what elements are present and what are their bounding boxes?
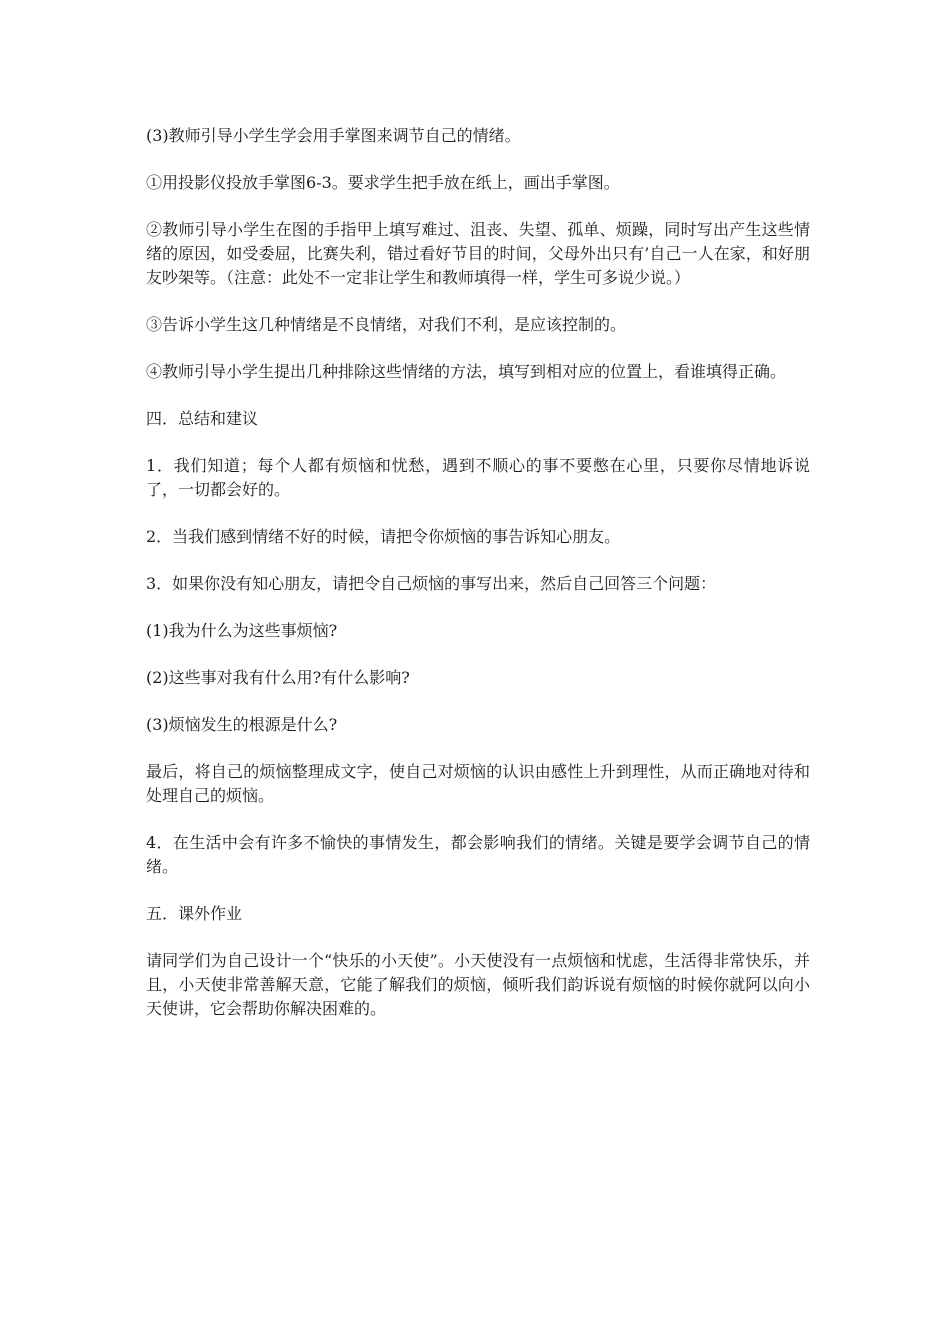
paragraph-step-4-methods: ④教师引导小学生提出几种排除这些情绪的方法，填写到相对应的位置上，看谁填得正确。 xyxy=(146,362,787,381)
paragraph-step-3-hand-chart: (3)教师引导小学生学会用手掌图来调节自己的情绪。 xyxy=(146,126,521,145)
paragraph-finally: 最后，将自己的烦恼整理成文字，使自己对烦恼的认识由感性上升到理性，从而正确地对待和处理自己的烦恼。 xyxy=(146,762,810,805)
paragraph-step-2-fill-emotions: ②教师引导小学生在图的手指甲上填写难过、沮丧、失望、孤单、烦躁，同时写出产生这些情绪的原因，如受委屈，比赛失利，错过看好节目的时间，父母外出只有’自己一人在家，和好朋友吵架等。（注意：此处不一定非让学生和教师填得一样，学生可多说少说。） xyxy=(146,220,810,287)
paragraph-summary-2: 2．当我们感到情绪不好的时候，请把令你烦恼的事告诉知心朋友。 xyxy=(146,527,621,546)
paragraph-summary-4: 4．在生活中会有许多不愉快的事情发生，都会影响我们的情绪。关键是要学会调节自己的情绪。 xyxy=(146,833,810,876)
paragraph-summary-1: 1．我们知道；每个人都有烦恼和忧愁，遇到不顺心的事不要憋在心里，只要你尽情地诉说了，一切都会好的。 xyxy=(146,456,810,499)
section-heading-summary: 四．总结和建议 xyxy=(146,409,259,428)
question-2: (2)这些事对我有什么用?有什么影响? xyxy=(146,668,410,687)
paragraph-step-1-projector: ①用投影仪投放手掌图6-3。要求学生把手放在纸上，画出手掌图。 xyxy=(146,173,620,192)
question-3: (3)烦恼发生的根源是什么? xyxy=(146,715,338,734)
paragraph-step-3-bad-emotions: ③告诉小学生这几种情绪是不良情绪，对我们不利，是应该控制的。 xyxy=(146,315,627,334)
paragraph-summary-3: 3．如果你没有知心朋友，请把令自己烦恼的事写出来，然后自己回答三个问题： xyxy=(146,574,717,593)
paragraph-homework: 请同学们为自己设计一个“快乐的小天使”。小天使没有一点烦恼和忧虑，生活得非常快乐，并且，小天使非常善解天意，它能了解我们的烦恼，倾听我们韵诉说有烦恼的时候你就阿以向小天使讲，它会帮助你解决困难的。 xyxy=(146,951,810,1018)
document-page xyxy=(146,124,810,1044)
section-heading-homework: 五．课外作业 xyxy=(146,904,243,923)
question-1: (1)我为什么为这些事烦恼? xyxy=(146,621,338,640)
